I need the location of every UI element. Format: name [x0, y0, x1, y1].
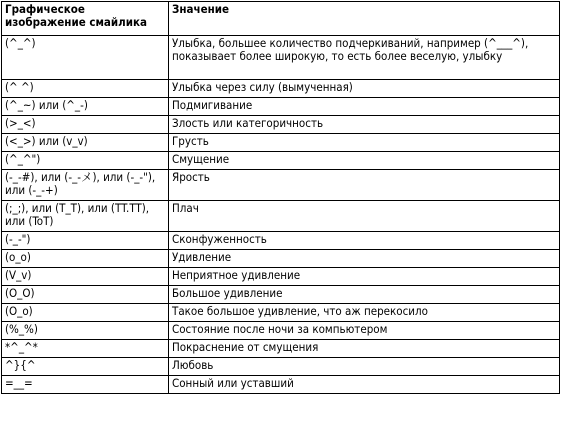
smiley-cell: (o_o)	[2, 250, 169, 268]
meaning-cell: Подмигивание	[169, 98, 560, 116]
table-row	[2, 286, 560, 304]
table-row	[2, 152, 560, 170]
smiley-cell: (^_^)	[2, 36, 169, 80]
meaning-cell: Смущение	[169, 152, 560, 170]
table-row	[2, 358, 560, 376]
meaning-cell: Улыбка через силу (вымученная)	[169, 80, 560, 98]
meaning-cell: Любовь	[169, 358, 560, 376]
table-row	[2, 304, 560, 322]
table-header-row	[2, 2, 560, 36]
smiley-cell: (O_o)	[2, 304, 169, 322]
meaning-cell: Неприятное удивление	[169, 268, 560, 286]
table-row	[2, 98, 560, 116]
header-smiley: Графическое изображение смайлика	[2, 2, 169, 36]
meaning-cell: Ярость	[169, 170, 560, 201]
smiley-cell: (-_-#), или (-_-メ), или (-_-"), или (-_-+)	[2, 170, 169, 201]
meaning-cell: Улыбка, большее количество подчеркиваний, например (^___^), показывает более широкую, то есть более веселую, улыбку	[169, 36, 560, 80]
smiley-cell: (O_O)	[2, 286, 169, 304]
meaning-cell: Состояние после ночи за компьютером	[169, 322, 560, 340]
table-row	[2, 134, 560, 152]
table-row	[2, 232, 560, 250]
table-row	[2, 116, 560, 134]
smiley-cell: ^}{^	[2, 358, 169, 376]
smiley-cell: (;_;), или (T_T), или (TT.TT), или (ToT)	[2, 201, 169, 232]
meaning-cell: Большое удивление	[169, 286, 560, 304]
table-row	[2, 201, 560, 232]
table-row	[2, 340, 560, 358]
meaning-cell: Плач	[169, 201, 560, 232]
table-row	[2, 170, 560, 201]
smiley-cell: =__=	[2, 376, 169, 394]
smiley-cell: (>_<)	[2, 116, 169, 134]
table-row	[2, 80, 560, 98]
meaning-cell: Злость или категоричность	[169, 116, 560, 134]
smiley-cell: (V_v)	[2, 268, 169, 286]
smiley-cell: (-_-")	[2, 232, 169, 250]
meaning-cell: Такое большое удивление, что аж перекосило	[169, 304, 560, 322]
header-meaning: Значение	[169, 2, 560, 36]
smiley-cell: (<_>) или (v_v)	[2, 134, 169, 152]
smiley-cell: (%_%)	[2, 322, 169, 340]
smiley-cell: (^_~) или (^_-)	[2, 98, 169, 116]
table-row	[2, 268, 560, 286]
table-row	[2, 250, 560, 268]
table-row	[2, 322, 560, 340]
table-row	[2, 376, 560, 394]
smiley-cell: *^_^*	[2, 340, 169, 358]
meaning-cell: Сконфуженность	[169, 232, 560, 250]
meaning-cell: Удивление	[169, 250, 560, 268]
smiley-cell: (^_^")	[2, 152, 169, 170]
meaning-cell: Грусть	[169, 134, 560, 152]
emoticon-table	[1, 1, 560, 394]
meaning-cell: Покраснение от смущения	[169, 340, 560, 358]
table-row	[2, 36, 560, 80]
smiley-cell: (^ ^)	[2, 80, 169, 98]
meaning-cell: Сонный или уставший	[169, 376, 560, 394]
